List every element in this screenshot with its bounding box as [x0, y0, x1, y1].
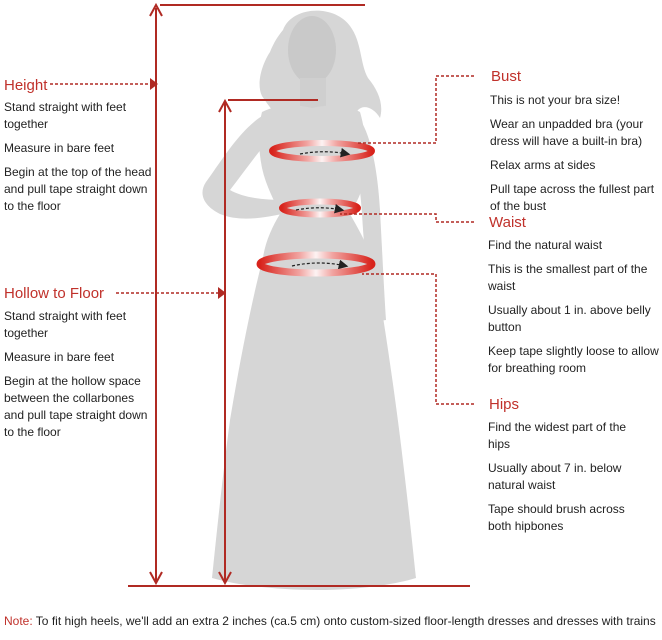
tip-item: Tape should brush across both hipbones: [488, 502, 625, 533]
tip-item: Relax arms at sides: [490, 158, 596, 172]
hips-tips: [488, 419, 648, 535]
waist-tips: [488, 237, 660, 377]
waist-leader: [340, 214, 474, 222]
note-label: Note:: [4, 614, 33, 628]
tip-item: Stand straight with feet together: [4, 309, 127, 340]
tip-item: Begin at the hollow space between the collarbones and pull tape straight down to the floor: [4, 374, 148, 439]
tip-item: Begin at the top of the head and pull tape straight down to the floor: [4, 165, 152, 213]
height-leader: [50, 78, 158, 90]
tip-item: Find the natural waist: [488, 238, 603, 252]
hollow-to-floor-tips: [4, 308, 156, 441]
hollow-leader: [116, 287, 226, 299]
height-tips: [4, 99, 156, 215]
hips-heading: Hips: [489, 396, 520, 413]
tip-item: Usually about 1 in. above belly button: [488, 303, 651, 334]
note-text: To fit high heels, we'll add an extra 2 inches (ca.5 cm) onto custom-sized floor-length dresses and dresses with trains: [32, 614, 656, 628]
tip-item: Find the widest part of the hips: [488, 420, 627, 451]
silhouette: [202, 11, 416, 590]
hollow-to-floor-heading: Hollow to Floor: [4, 285, 105, 302]
bust-heading: Bust: [491, 68, 522, 85]
tip-item: Measure in bare feet: [4, 141, 115, 155]
tip-item: This is not your bra size!: [490, 93, 621, 107]
tip-item: Pull tape across the fullest part of the bust: [490, 182, 655, 213]
footnote: [4, 614, 662, 628]
bust-tips: [490, 92, 658, 215]
height-heading: Height: [4, 77, 48, 94]
tip-item: Keep tape slightly loose to allow for breathing room: [488, 344, 659, 375]
tip-item: This is the smallest part of the waist: [488, 262, 648, 293]
waist-heading: Waist: [489, 214, 526, 231]
tip-item: Usually about 7 in. below natural waist: [488, 461, 622, 492]
tip-item: Wear an unpadded bra (your dress will have a built-in bra): [490, 117, 644, 148]
tip-item: Measure in bare feet: [4, 350, 115, 364]
tip-item: Stand straight with feet together: [4, 100, 127, 131]
